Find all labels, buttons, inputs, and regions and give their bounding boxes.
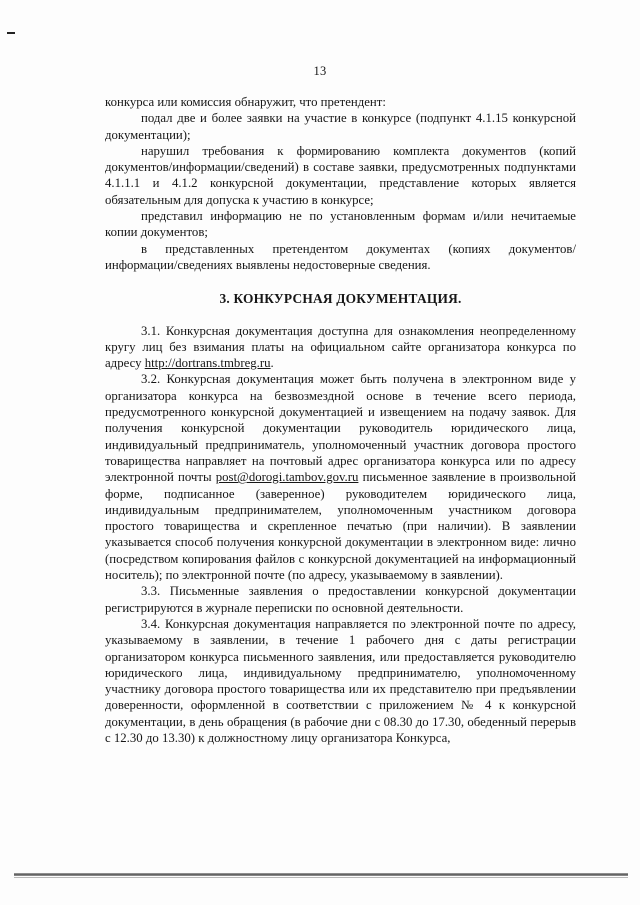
document-body xyxy=(105,94,576,746)
scan-bottom-edge xyxy=(14,873,628,876)
paragraph-3-3: 3.3. Письменные заявления о предоставлении конкурсной документации регистрируются в журнале переписки по основной деятельности. xyxy=(105,584,576,615)
paragraph-3-1 xyxy=(105,323,576,372)
intro-item-false-info: в представленных претендентом документах (копиях документов/ информации/сведениях выявлены недостоверные сведения. xyxy=(105,241,576,272)
intro-item-document-violation: нарушил требования к формированию комплекта документов (копий документов/информации/сведений) в составе заявки, предусмотренных подпунктами 4.1.1.1 и 4.1.2 конкурсной документации, представление которых является обязательным для допуска к участию в конкурсе; xyxy=(105,143,576,207)
paragraph-3-1-text: 3.1. Конкурсная документация доступна для ознакомления неопределенному кругу лиц без взимания платы на официальном сайте организатора конкурса по адресу xyxy=(105,323,576,371)
email-link[interactable]: post@dorogi.tambov.gov.ru xyxy=(215,470,359,485)
website-link[interactable]: http://dortrans.tmbreg.ru xyxy=(144,356,271,371)
page-number: 13 xyxy=(313,64,327,78)
paragraph-3-2 xyxy=(105,371,576,583)
paragraph-3-1-tail: . xyxy=(270,356,274,371)
intro-lead: конкурса или комиссия обнаружит, что претендент: xyxy=(105,95,386,109)
paragraph-3-4: 3.4. Конкурсная документация направляется по электронной почте по адресу, указываемому в заявлении, в течение 1 рабочего дня с даты регистрации организатором конкурса письменного заявления, или предоставляется руководителю юридического лица, индивидуальному предпринимателю, уполномоченному участнику договора простого товарищества или их представителю при предъявлении доверенности, оформленной в соответствии с приложением № 4 к конкурсной документации, в день обращения (в рабочие дни с 08.30 до 17.30, обеденный перерыв с 12.30 до 13.30) к должностному лицу организатора Конкурса, xyxy=(105,616,576,745)
scan-bottom-edge-shadow xyxy=(14,877,628,878)
paragraph-3-2-text-before: 3.2. Конкурсная документация может быть получена в электронном виде у организатора конкурса на безвозмездной основе в течение всего периода, предусмотренного конкурсной документацией и извещением на подачу заявок. Для получения конкурсной документации руководитель юридического лица, индивидуальный предприниматель, уполномоченный участник договора простого товарищества направляет на почтовый адрес организатора конкурса или по адресу электронной почты xyxy=(105,372,576,485)
section-heading: 3. КОНКУРСНАЯ ДОКУМЕНТАЦИЯ. xyxy=(219,291,462,307)
paragraph-3-2-text-after: письменное заявление в произвольной форме, подписанное (заверенное) руководителем юридического лица, индивидуальным предпринимателем, уполномоченным участником договора простого товарищества и скрепленное печатью (при наличии). В заявлении указывается способ получения конкурсной документации в электронном виде: лично (посредством копирования файлов с конкурсной документацией на информационный носитель); по электронной почте (по адресу, указываемому в заявлении). xyxy=(105,470,576,583)
scan-mark xyxy=(7,32,15,34)
intro-item-duplicate-bids: подал две и более заявки на участие в конкурсе (подпункт 4.1.15 конкурсной документации); xyxy=(105,111,576,142)
intro-item-wrong-forms: представил информацию не по установленным формам и/или нечитаемые копии документов; xyxy=(105,209,576,240)
